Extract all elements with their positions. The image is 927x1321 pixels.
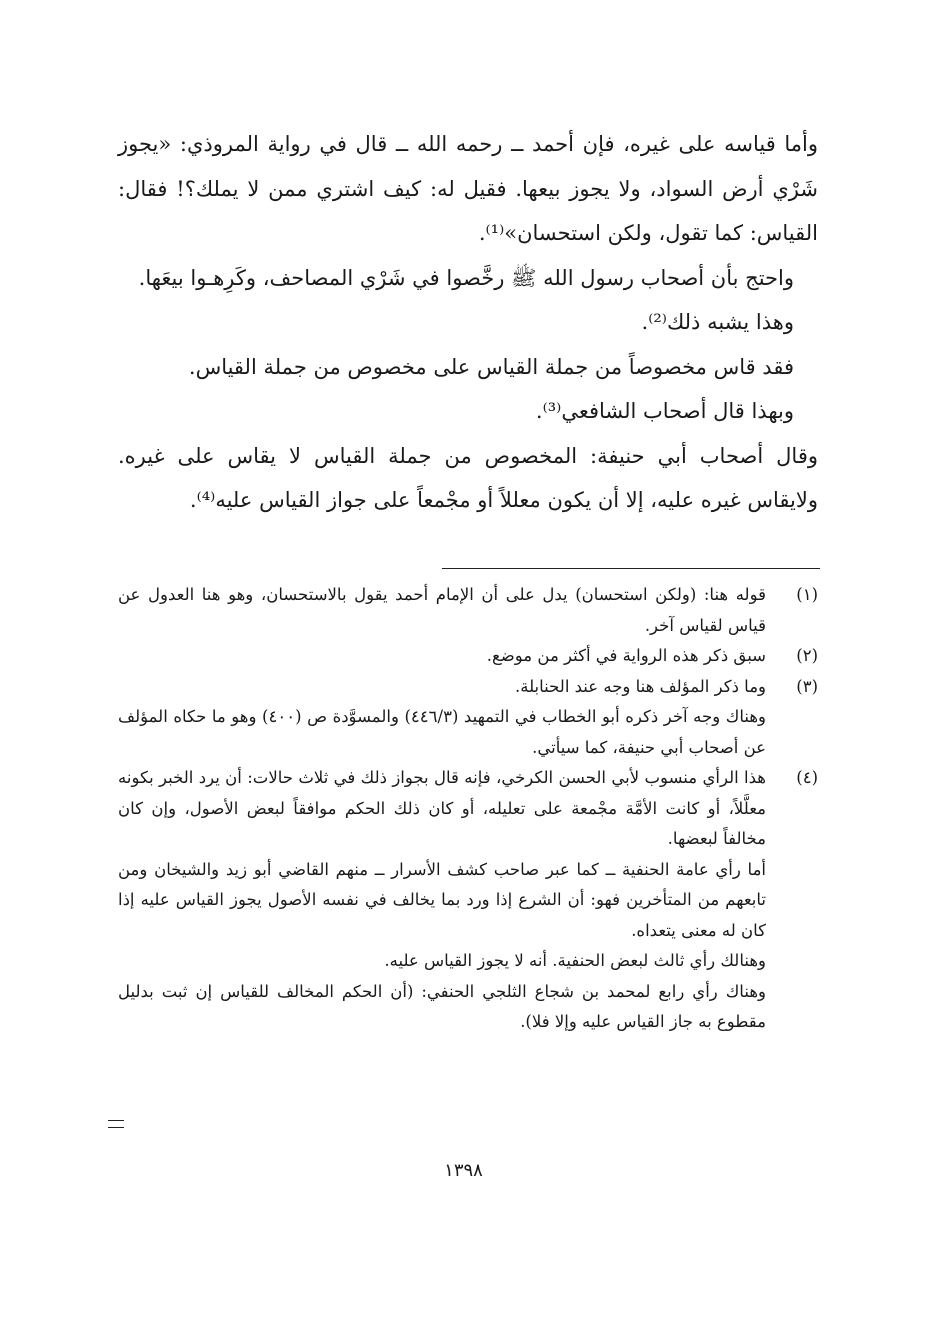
footnotes xyxy=(118,580,818,1038)
footnote-separator xyxy=(442,568,820,569)
footnote-text: قوله هنا: (ولكن استحسان) يدل على أن الإمام أحمد يقول بالاستحسان، وهو هنا العدول عن قياس لقياس آخر. xyxy=(118,585,766,635)
footnote xyxy=(118,672,818,703)
footnote-body xyxy=(118,641,766,672)
page-number: ١٣٩٨ xyxy=(444,1160,483,1181)
footnote-text: وهناك رأي رابع لمحمد بن شجاع الثلجي الحنفي: (أن الحكم المخالف للقياس إن ثبت بدليل مقطوع به جاز القياس عليه وإلا فلا). xyxy=(118,981,766,1031)
paragraph: وقال أصحاب أبي حنيفة: المخصوص من جملة القياس لا يقاس على غيره. ولايقاس غيره عليه، إلا أن يكون معللاً أو مجْمعاً على جواز القياس عليه⁽⁴⁾. xyxy=(118,443,818,512)
footnote-continuation xyxy=(118,855,766,1038)
footnote xyxy=(118,580,818,641)
continuation-mark xyxy=(108,1120,124,1128)
footnote-text: هذا الرأي منسوب لأبي الحسن الكرخي، فإنه قال بجواز ذلك في ثلاث حالات: أن يرد الخبر بكونه معلَّلاً، أو كانت الأمَّة مجْمعة على تعليله، أو كان ذلك الحكم موافقاً لبعض الأصول، وإن كان مخالفاً لبعضها. xyxy=(118,768,766,848)
footnote-body xyxy=(118,763,766,855)
footnote-text: سبق ذكر هذه الرواية في أكثر من موضع. xyxy=(486,646,766,665)
footnote-body xyxy=(118,580,766,641)
footnote-number: (٤) xyxy=(796,768,818,787)
footnote-number: (٢) xyxy=(796,646,818,665)
footnote xyxy=(118,763,818,855)
footnote-text: وهناك وجه آخر ذكره أبو الخطاب في التمهيد (٤٤٦/٣) والمسوَّدة ص (٤٠٠) وهو ما حكاه المؤلف عن أصحاب أبي حنيفة، كما سيأتي. xyxy=(118,707,766,757)
footnote-body xyxy=(118,672,766,703)
paragraph: فقد قاس مخصوصاً من جملة القياس على مخصوص من جملة القياس. xyxy=(188,354,794,379)
footnote-text: وما ذكر المؤلف هنا وجه عند الحنابلة. xyxy=(514,676,766,696)
footnote xyxy=(118,641,818,672)
paragraph: واحتج بأن أصحاب رسول الله ﷺ رخَّصوا في شَرْي المصاحف، وكَرِهـوا بيعَها. xyxy=(138,265,794,290)
footnote-continuation xyxy=(118,702,766,763)
footnote-number: (١) xyxy=(796,585,818,604)
footnote-number: (٣) xyxy=(796,676,818,696)
footnote-text: وهنالك رأي ثالث لبعض الحنفية. أنه لا يجوز القياس عليه. xyxy=(384,951,766,970)
paragraph: وبهذا قال أصحاب الشافعي⁽³⁾. xyxy=(535,399,794,423)
paragraph: وهذا يشبه ذلك⁽²⁾. xyxy=(641,310,794,334)
footnote-text: أما رأي عامة الحنفية ــ كما عبر صاحب كشف الأسرار ــ منهم القاضي أبو زيد والشيخان ومن تابعهم من المتأخرين فهو: أن الشرع إذا ورد بما يخالف في نفسه الأصول يجوز القياس عليه إذا كان له معنى يتعداه. xyxy=(118,859,766,940)
paragraph: وأما قياسه على غيره، فإن أحمد ــ رحمه الله ــ قال في رواية المروذي: «يجوز شَرْي أرض السواد، ولا يجوز بيعها. فقيل له: كيف اشتري ممن لا يملك؟! فقال: القياس: كما تقول، ولكن استحسان»⁽¹⁾. xyxy=(118,132,818,245)
main-text xyxy=(118,122,818,523)
